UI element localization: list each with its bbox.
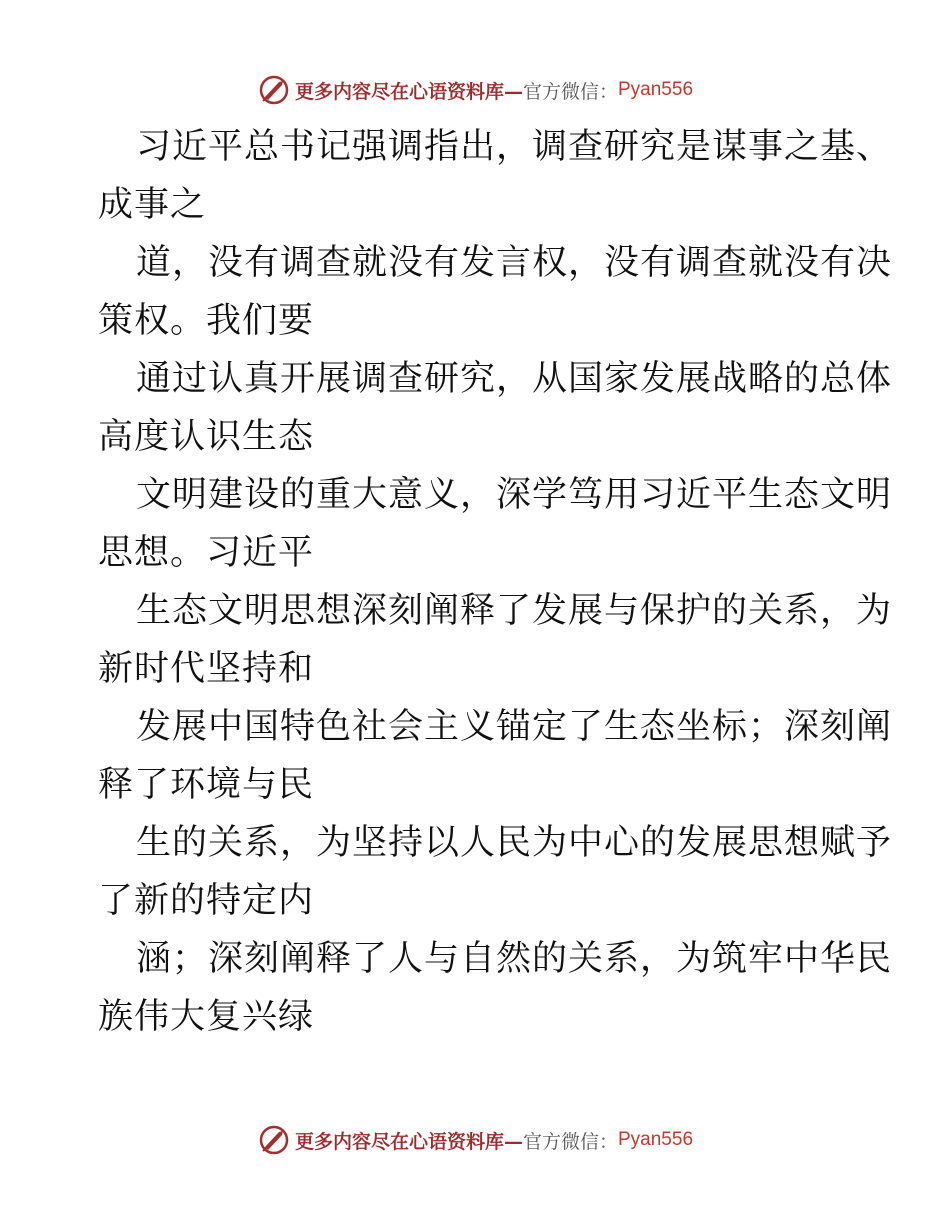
footer-promo-text: 更多内容尽在心语资料库—	[294, 1130, 523, 1153]
header-promo-text: 更多内容尽在心语资料库—	[294, 80, 523, 103]
document-body	[98, 118, 893, 1046]
header-wechat-id: Pyan556	[618, 79, 694, 100]
body-line: 思想。习近平	[98, 533, 315, 573]
footer-wechat-label: 官方微信：	[522, 1130, 618, 1153]
body-line: 策权。我们要	[98, 301, 315, 341]
body-line: 生的关系，为坚持以人民为中心的发展思想赋予	[136, 823, 893, 863]
red-quill-logo-icon	[257, 73, 291, 107]
body-line: 了新的特定内	[98, 881, 315, 921]
body-line: 生态文明思想深刻阐释了发展与保护的关系，为	[136, 591, 893, 631]
body-line: 习近平总书记强调指出，调查研究是谋事之基、	[136, 127, 893, 167]
body-line: 涵；深刻阐释了人与自然的关系，为筑牢中华民	[136, 939, 893, 979]
body-line: 释了环境与民	[98, 765, 315, 805]
footer-wechat-id: Pyan556	[618, 1129, 694, 1150]
header-banner	[0, 70, 950, 110]
body-line: 文明建设的重大意义，深学笃用习近平生态文明	[136, 475, 893, 515]
body-line: 新时代坚持和	[98, 649, 315, 689]
body-line: 通过认真开展调查研究，从国家发展战略的总体	[136, 359, 893, 399]
header-wechat-label: 官方微信：	[522, 80, 618, 103]
body-line: 发展中国特色社会主义锚定了生态坐标；深刻阐	[136, 707, 893, 747]
body-line: 成事之	[98, 185, 207, 225]
body-line: 族伟大复兴绿	[98, 997, 315, 1037]
body-line: 高度认识生态	[98, 417, 315, 457]
red-quill-logo-icon	[257, 1123, 291, 1157]
footer-banner	[0, 1120, 950, 1160]
body-line: 道，没有调查就没有发言权，没有调查就没有决	[136, 243, 893, 283]
